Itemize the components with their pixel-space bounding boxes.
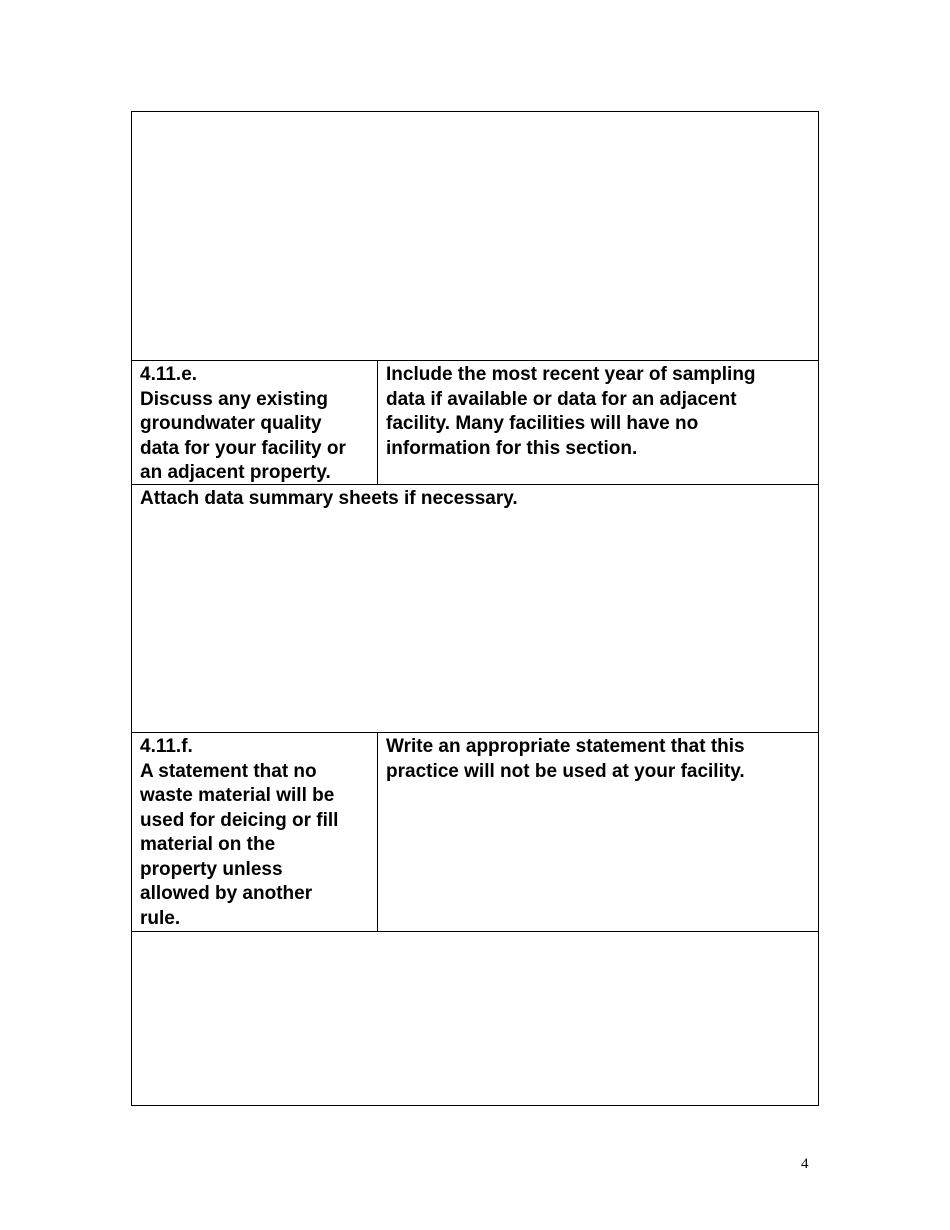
section-4-11-f-prompt-line: material on the — [140, 834, 276, 855]
section-4-11-e-number: 4.11.e. — [140, 364, 198, 385]
section-4-11-e-response-text: Attach data summary sheets if necessary. — [140, 488, 518, 509]
section-4-11-f-prompt-line: rule. — [140, 907, 181, 929]
page-number: 4 — [801, 1156, 809, 1172]
section-4-11-f-response-area[interactable] — [132, 932, 818, 1105]
section-4-11-f-prompt-line: used for deicing or fill — [140, 809, 339, 831]
previous-response-area[interactable] — [132, 112, 818, 361]
section-4-11-e-prompt-line: an adjacent property. — [140, 462, 331, 483]
section-4-11-e-prompt-line: data for your facility or — [140, 437, 346, 459]
section-4-11-e-prompt-line: groundwater quality — [140, 413, 322, 434]
section-4-11-e-instruction-line: information for this section. — [386, 437, 638, 459]
section-4-11-e-instruction-line: facility. Many facilities will have no — [386, 413, 699, 434]
section-4-11-e-prompt-line: Discuss any existing — [140, 388, 328, 410]
section-4-11-f-prompt-cell — [132, 733, 378, 931]
section-4-11-f-prompt-line: allowed by another — [140, 883, 313, 904]
section-4-11-e-instruction-line: Include the most recent year of sampling — [386, 364, 756, 385]
section-4-11-f-instruction-line: Write an appropriate statement that this — [386, 736, 745, 757]
section-4-11-f-prompt-line: waste material will be — [140, 785, 335, 806]
section-4-11-f-instruction-line: practice will not be used at your facility. — [386, 760, 745, 782]
section-4-11-f-prompt-line: property unless — [140, 858, 283, 880]
section-4-11-e-prompt-cell — [132, 361, 378, 484]
permit-form-table — [131, 111, 819, 1106]
section-4-11-f-row — [132, 733, 818, 932]
section-4-11-f-instruction-cell — [378, 733, 818, 931]
section-4-11-e-response-cell[interactable] — [132, 485, 818, 732]
previous-response-cell[interactable] — [132, 112, 818, 360]
section-4-11-e-row — [132, 361, 818, 485]
section-4-11-f-response-cell[interactable] — [132, 932, 818, 1105]
section-4-11-e-response-area[interactable] — [132, 485, 818, 733]
section-4-11-f-number: 4.11.f. — [140, 736, 193, 757]
section-4-11-e-instruction-cell — [378, 361, 818, 484]
section-4-11-e-instruction-line: data if available or data for an adjacent — [386, 388, 737, 410]
section-4-11-f-prompt-line: A statement that no — [140, 760, 317, 782]
